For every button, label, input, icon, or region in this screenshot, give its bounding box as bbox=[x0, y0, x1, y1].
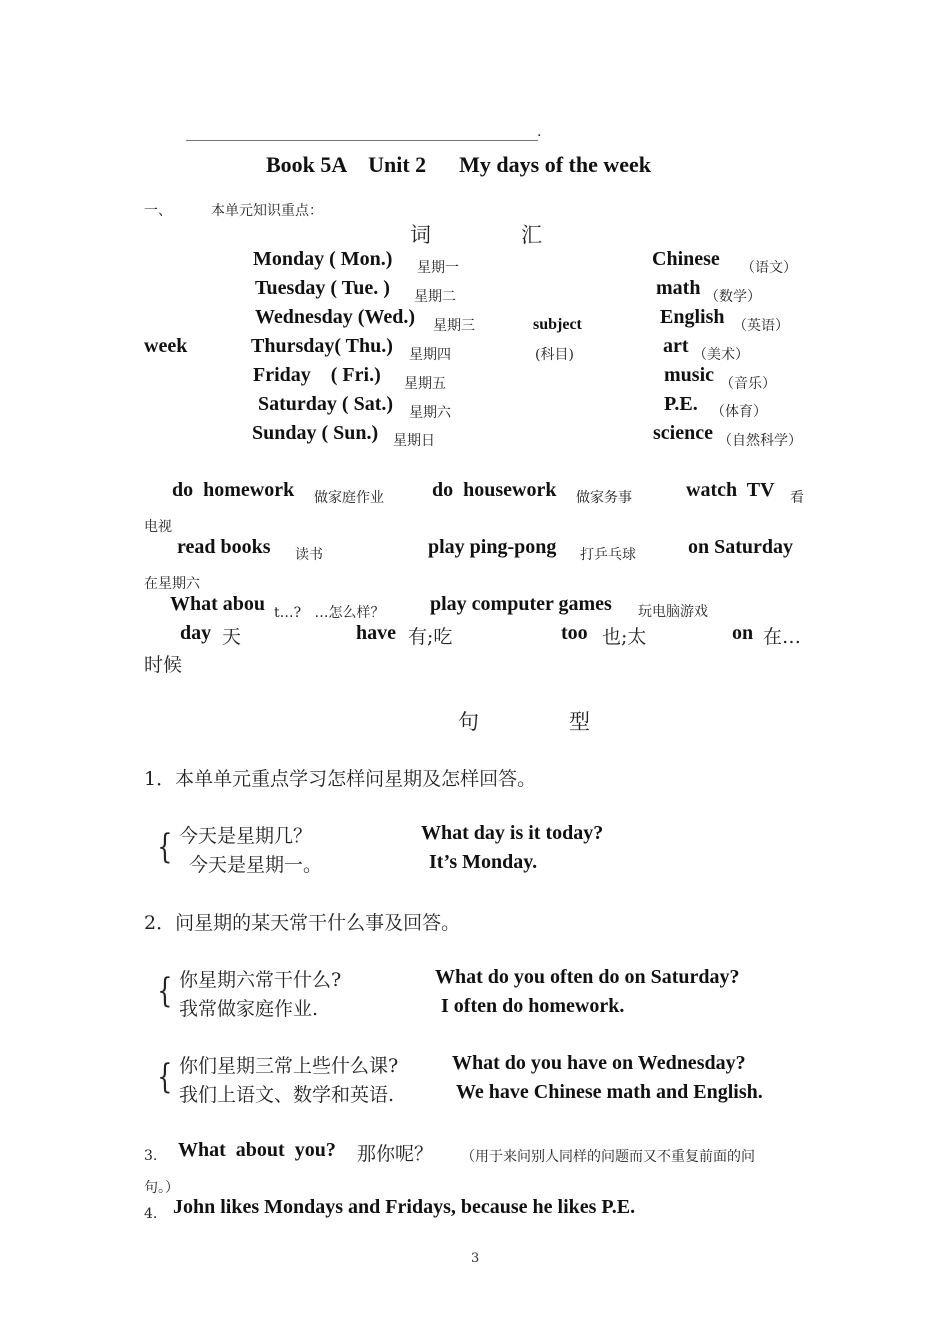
subject-math-zh: （数学） bbox=[705, 289, 761, 305]
brace-2: { bbox=[157, 971, 173, 1011]
page-number: 3 bbox=[471, 1251, 480, 1266]
phrase-read-books: read books bbox=[177, 536, 271, 558]
word-day-zh: 天 bbox=[222, 626, 242, 648]
brace-1: { bbox=[157, 827, 173, 867]
page-title: Book 5A Unit 2 My days of the week bbox=[266, 152, 652, 177]
p1-question-zh: 今天是星期几？ bbox=[179, 825, 313, 847]
word-too-zh: 也;太 bbox=[602, 626, 647, 648]
phrase-do-housework: do housework bbox=[432, 479, 557, 501]
day-friday: Friday ( Fri.) bbox=[253, 364, 381, 386]
point-2: 2．问星期的某天常干什么事及回答。 bbox=[144, 912, 461, 934]
p2-answer-en: I often do homework. bbox=[441, 995, 625, 1017]
phrase-do-homework-zh: 做家庭作业 bbox=[314, 490, 384, 506]
subject-english-zh: （英语） bbox=[733, 318, 789, 334]
p2-answer-zh: 我常做家庭作业. bbox=[179, 998, 319, 1020]
phrase-play-computer-games-zh: 玩电脑游戏 bbox=[638, 604, 708, 620]
phrase-read-books-zh: 读书 bbox=[295, 547, 323, 563]
subject-pe: P.E. bbox=[664, 393, 698, 415]
vocab-heading-1: 词 bbox=[410, 223, 431, 247]
point-4-number: 4. bbox=[144, 1206, 158, 1222]
p2b-question-en: What do you have on Wednesday? bbox=[452, 1052, 746, 1074]
point-1: 1．本单单元重点学习怎样问星期及怎样回答。 bbox=[144, 768, 537, 790]
section-label: 本单元知识重点： bbox=[211, 203, 323, 219]
point-3-en: What about you? bbox=[178, 1139, 336, 1161]
phrase-play-computer-games: play computer games bbox=[430, 593, 612, 615]
top-dot: . bbox=[537, 124, 542, 140]
point-3-note-cont: 句。） bbox=[144, 1180, 179, 1196]
subject-science: science bbox=[653, 422, 713, 444]
subject-label-zh: (科目) bbox=[535, 347, 574, 363]
word-have: have bbox=[356, 622, 396, 644]
p2-question-en: What do you often do on Saturday? bbox=[435, 966, 740, 988]
day-wednesday-zh: 星期三 bbox=[433, 318, 475, 334]
subject-english: English bbox=[660, 306, 725, 328]
phrase-on-saturday-zh: 在星期六 bbox=[144, 576, 200, 592]
point-3-note: （用于来问别人同样的问题而又不重复前面的问 bbox=[461, 1149, 755, 1165]
word-have-zh: 有;吃 bbox=[408, 626, 453, 648]
day-monday: Monday ( Mon.) bbox=[253, 248, 393, 270]
phrase-watch-tv: watch TV bbox=[686, 479, 775, 501]
subject-music-zh: （音乐） bbox=[720, 376, 776, 392]
subject-art-zh: （美术） bbox=[693, 347, 749, 363]
point-3-number: 3. bbox=[144, 1148, 158, 1164]
p2-question-zh: 你星期六常干什么? bbox=[179, 969, 342, 991]
subject-art: art bbox=[663, 335, 689, 357]
sentence-heading-1: 句 bbox=[458, 710, 479, 734]
subject-pe-zh: （体育） bbox=[711, 404, 767, 420]
subject-chinese-zh: （语文） bbox=[741, 260, 797, 276]
day-saturday-zh: 星期六 bbox=[409, 405, 451, 421]
day-sunday: Sunday ( Sun.) bbox=[252, 422, 379, 444]
phrase-watch-tv-zh-1: 看 bbox=[790, 490, 804, 506]
day-wednesday: Wednesday (Wed.) bbox=[255, 306, 416, 328]
p2b-answer-zh: 我们上语文、数学和英语. bbox=[179, 1084, 395, 1106]
subject-chinese: Chinese bbox=[652, 248, 720, 270]
day-sunday-zh: 星期日 bbox=[393, 433, 435, 449]
phrase-play-pingpong: play ping-pong bbox=[428, 536, 557, 558]
point-4-en: John likes Mondays and Fridays, because he likes P.E. bbox=[173, 1196, 636, 1218]
day-tuesday: Tuesday ( Tue. ) bbox=[255, 277, 390, 299]
subject-math: math bbox=[656, 277, 701, 299]
word-day: day bbox=[180, 622, 212, 644]
phrase-play-pingpong-zh: 打乒乓球 bbox=[580, 547, 636, 563]
day-thursday-zh: 星期四 bbox=[409, 347, 451, 363]
day-friday-zh: 星期五 bbox=[404, 376, 446, 392]
p2b-question-zh: 你们星期三常上些什么课? bbox=[179, 1055, 399, 1077]
phrase-on-saturday: on Saturday bbox=[688, 536, 794, 558]
phrase-what-about: What abou bbox=[170, 593, 266, 615]
subject-label: subject bbox=[533, 316, 582, 333]
top-rule bbox=[186, 140, 538, 141]
day-saturday: Saturday ( Sat.) bbox=[258, 393, 394, 415]
day-tuesday-zh: 星期二 bbox=[414, 289, 456, 305]
vocab-heading-2: 汇 bbox=[521, 223, 542, 247]
day-monday-zh: 星期一 bbox=[417, 260, 459, 276]
word-on-zh-2: 时候 bbox=[144, 654, 183, 676]
word-on: on bbox=[732, 622, 754, 644]
p1-question-en: What day is it today? bbox=[421, 822, 604, 844]
week-label: week bbox=[144, 335, 188, 357]
day-thursday: Thursday( Thu.) bbox=[251, 335, 393, 357]
subject-science-zh: （自然科学） bbox=[718, 433, 802, 449]
p1-answer-en: It’s Monday. bbox=[429, 851, 538, 873]
phrase-what-about-zh: t…? …怎么样？ bbox=[274, 605, 385, 621]
point-3-zh: 那你呢？ bbox=[357, 1143, 434, 1165]
phrase-watch-tv-zh-2: 电视 bbox=[144, 519, 172, 535]
phrase-do-housework-zh: 做家务事 bbox=[576, 490, 632, 506]
subject-music: music bbox=[664, 364, 714, 386]
sentence-heading-2: 型 bbox=[569, 710, 590, 734]
word-on-zh-1: 在… bbox=[763, 626, 802, 648]
word-too: too bbox=[561, 622, 588, 644]
phrase-do-homework: do homework bbox=[172, 479, 295, 501]
brace-3: { bbox=[157, 1057, 173, 1097]
p1-answer-zh: 今天是星期一。 bbox=[189, 854, 323, 876]
section-number: 一、 bbox=[144, 203, 172, 219]
p2b-answer-en: We have Chinese math and English. bbox=[456, 1081, 763, 1103]
